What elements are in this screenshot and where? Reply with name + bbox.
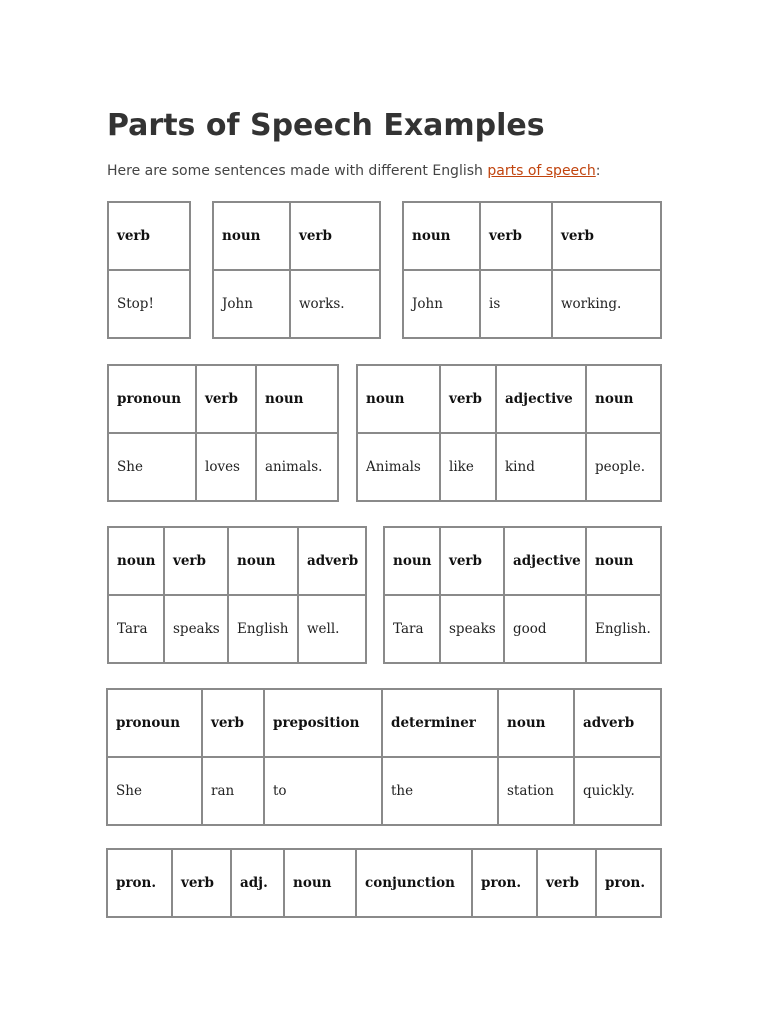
sentence-table-9 — [106, 848, 662, 918]
pos-header: adj. — [231, 849, 284, 917]
word-cell: the — [382, 757, 498, 825]
word-cell: ran — [202, 757, 264, 825]
word-cell: Tara — [384, 595, 440, 663]
word-row — [108, 595, 366, 663]
sentence-table-6 — [107, 526, 367, 664]
word-cell: loves — [196, 433, 256, 501]
word-row — [213, 270, 380, 338]
sentence-table-2 — [212, 201, 381, 339]
pos-header: pronoun — [107, 689, 202, 757]
word-cell: John — [403, 270, 480, 338]
pos-header: verb — [440, 527, 504, 595]
word-cell: good — [504, 595, 586, 663]
sentence-table-8 — [106, 688, 662, 826]
pos-header: conjunction — [356, 849, 472, 917]
pos-header: verb — [108, 202, 190, 270]
header-row — [108, 365, 338, 433]
pos-header: noun — [498, 689, 574, 757]
intro-paragraph — [107, 163, 600, 179]
header-row — [107, 689, 661, 757]
word-cell: She — [108, 433, 196, 501]
header-row — [108, 202, 190, 270]
pos-header: verb — [202, 689, 264, 757]
intro-colon: : — [595, 163, 601, 179]
sentence-table-4 — [107, 364, 339, 502]
word-cell: Stop! — [108, 270, 190, 338]
word-cell: speaks — [164, 595, 228, 663]
word-cell: John — [213, 270, 290, 338]
word-cell: English. — [586, 595, 661, 663]
word-cell: well. — [298, 595, 366, 663]
pos-header: noun — [384, 527, 440, 595]
word-cell: working. — [552, 270, 661, 338]
word-cell: kind — [496, 433, 586, 501]
word-cell: station — [498, 757, 574, 825]
pos-header: noun — [108, 527, 164, 595]
page-title: Parts of Speech Examples — [107, 108, 545, 143]
pos-header: noun — [213, 202, 290, 270]
pos-header: verb — [480, 202, 552, 270]
word-row — [357, 433, 661, 501]
pos-header: determiner — [382, 689, 498, 757]
pos-header: preposition — [264, 689, 382, 757]
pos-header: pron. — [107, 849, 172, 917]
pos-header: pron. — [472, 849, 537, 917]
parts-of-speech-link[interactable]: parts of speech — [487, 163, 596, 179]
pos-header: pronoun — [108, 365, 196, 433]
sentence-table-7 — [383, 526, 662, 664]
pos-header: verb — [164, 527, 228, 595]
pos-header: noun — [228, 527, 298, 595]
word-cell: English — [228, 595, 298, 663]
pos-header: verb — [196, 365, 256, 433]
header-row — [357, 365, 661, 433]
word-row — [384, 595, 661, 663]
pos-header: noun — [403, 202, 480, 270]
pos-header: verb — [290, 202, 380, 270]
pos-header: adverb — [574, 689, 661, 757]
word-row — [108, 433, 338, 501]
sentence-table-3 — [402, 201, 662, 339]
pos-header: pron. — [596, 849, 661, 917]
header-row — [108, 527, 366, 595]
word-row — [403, 270, 661, 338]
word-cell: Animals — [357, 433, 440, 501]
word-cell: people. — [586, 433, 661, 501]
pos-header: adjective — [496, 365, 586, 433]
word-row — [108, 270, 190, 338]
pos-header: noun — [284, 849, 356, 917]
word-cell: quickly. — [574, 757, 661, 825]
word-cell: animals. — [256, 433, 338, 501]
word-cell: Tara — [108, 595, 164, 663]
pos-header: adjective — [504, 527, 586, 595]
header-row — [213, 202, 380, 270]
word-cell: works. — [290, 270, 380, 338]
word-cell: She — [107, 757, 202, 825]
sentence-table-5 — [356, 364, 662, 502]
word-cell: speaks — [440, 595, 504, 663]
word-cell: like — [440, 433, 496, 501]
pos-header: noun — [586, 365, 661, 433]
word-row — [107, 757, 661, 825]
pos-header: verb — [552, 202, 661, 270]
pos-header: verb — [172, 849, 231, 917]
pos-header: noun — [586, 527, 661, 595]
pos-header: verb — [537, 849, 596, 917]
pos-header: verb — [440, 365, 496, 433]
header-row — [107, 849, 661, 917]
pos-header: noun — [357, 365, 440, 433]
header-row — [384, 527, 661, 595]
header-row — [403, 202, 661, 270]
pos-header: adverb — [298, 527, 366, 595]
intro-text: Here are some sentences made with different English — [107, 163, 488, 179]
word-cell: to — [264, 757, 382, 825]
pos-header: noun — [256, 365, 338, 433]
sentence-table-1 — [107, 201, 191, 339]
word-cell: is — [480, 270, 552, 338]
